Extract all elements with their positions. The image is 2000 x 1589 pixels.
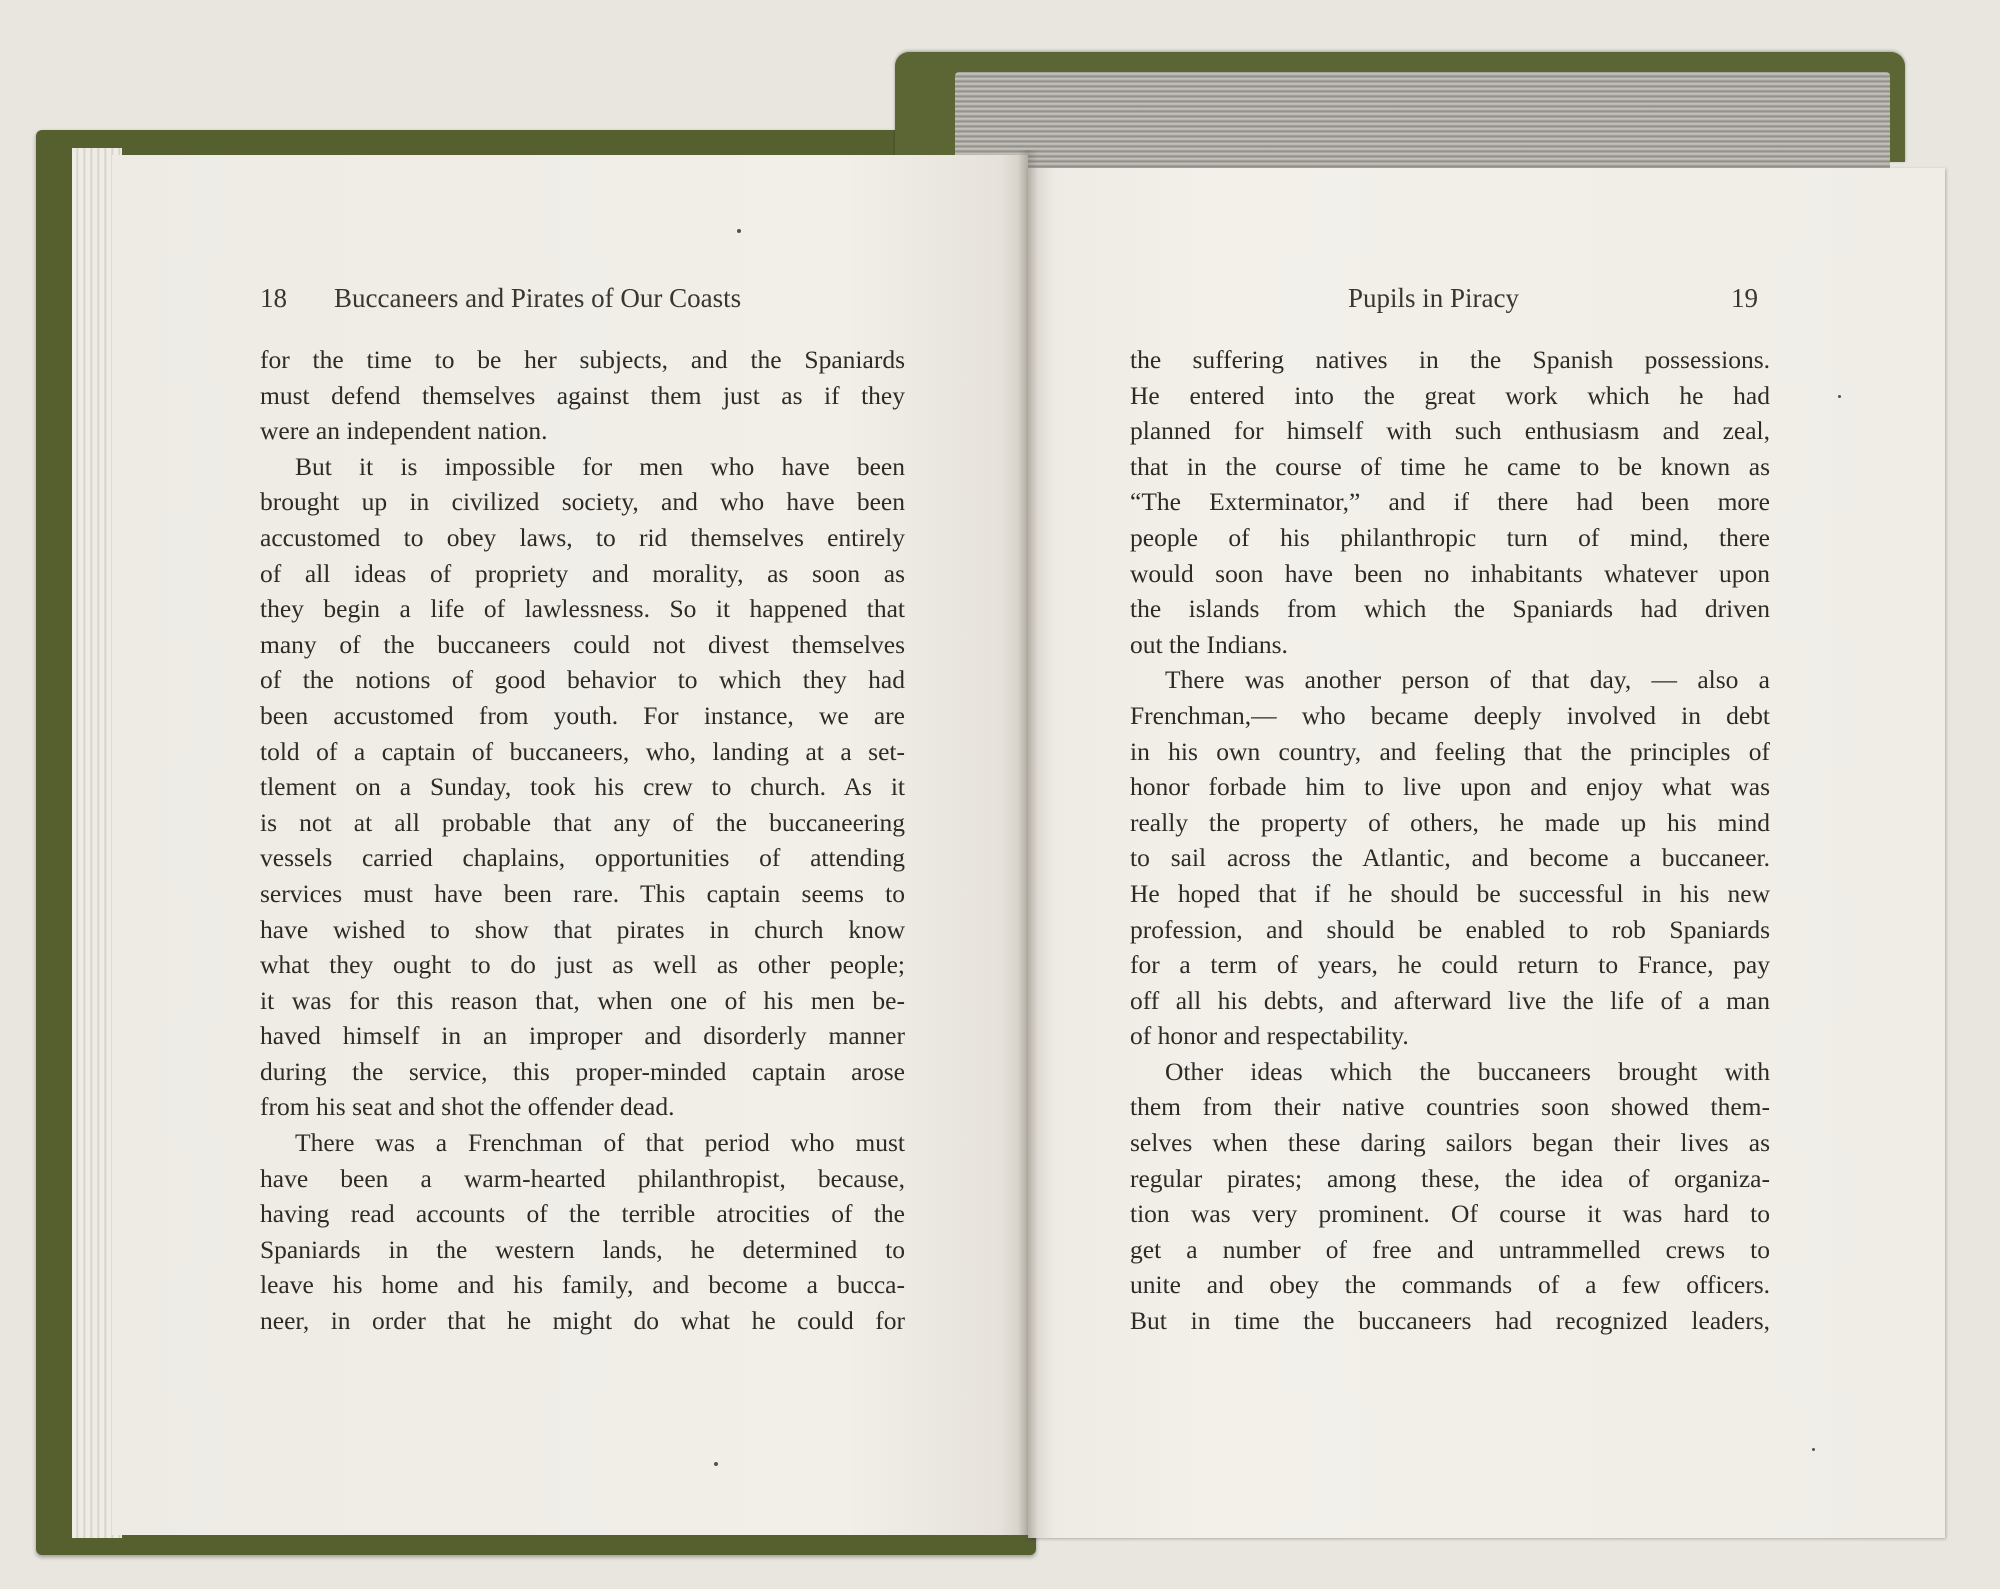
text-line: people of his philanthropic turn of mind, there bbox=[1130, 522, 1770, 552]
text-line: it was for this reason that, when one of his men be- bbox=[260, 985, 905, 1015]
text-line: of the notions of good behavior to which they had bbox=[260, 665, 905, 695]
text-line: But it is impossible for men who have been bbox=[295, 451, 905, 481]
right-running-title: Pupils in Piracy bbox=[1348, 283, 1520, 313]
text-line: them from their native countries soon showed them- bbox=[1130, 1092, 1770, 1122]
text-line: told of a captain of buccaneers, who, landing at a set- bbox=[260, 736, 905, 766]
page-block-top-edge bbox=[955, 72, 1890, 172]
text-line: tion was very prominent. Of course it was hard to bbox=[1130, 1199, 1770, 1229]
text-line: There was another person of that day, — also a bbox=[1165, 665, 1770, 695]
text-line: having read accounts of the terrible atrocities of the bbox=[260, 1199, 905, 1229]
text-line: leave his home and his family, and become a bucca- bbox=[260, 1270, 905, 1300]
text-line: were an independent nation. bbox=[260, 416, 548, 446]
text-line: have been a warm-hearted philanthropist, because, bbox=[260, 1163, 905, 1193]
text-line: been accustomed from youth. For instance, we are bbox=[260, 700, 905, 730]
text-line: But in time the buccaneers had recognized leaders, bbox=[1130, 1306, 1770, 1336]
right-page-number: 19 bbox=[1731, 283, 1758, 313]
text-line: brought up in civilized society, and who have been bbox=[260, 487, 905, 517]
text-line: of honor and respectability. bbox=[1130, 1021, 1409, 1051]
text-line: Other ideas which the buccaneers brought with bbox=[1165, 1056, 1770, 1086]
ink-speck bbox=[1812, 1448, 1815, 1451]
text-line: Frenchman,— who became deeply involved in debt bbox=[1130, 700, 1770, 730]
text-line: really the property of others, he made up his mind bbox=[1130, 807, 1770, 837]
book-gutter bbox=[1018, 150, 1038, 1542]
text-line: must defend themselves against them just as if they bbox=[260, 380, 905, 410]
text-line: to sail across the Atlantic, and become a buccaneer. bbox=[1130, 843, 1770, 873]
text-line: “The Exterminator,” and if there had been more bbox=[1130, 487, 1770, 517]
text-line: unite and obey the commands of a few officers. bbox=[1130, 1270, 1770, 1300]
text-line: have wished to show that pirates in church know bbox=[260, 914, 905, 944]
text-line: There was a Frenchman of that period who must bbox=[295, 1128, 905, 1158]
right-text-block bbox=[1130, 342, 1770, 1339]
text-line: the islands from which the Spaniards had driven bbox=[1130, 594, 1770, 624]
ink-speck bbox=[1838, 395, 1841, 398]
left-page-number: 18 bbox=[260, 283, 287, 313]
ink-speck bbox=[714, 1462, 718, 1466]
text-line: services must have been rare. This captain seems to bbox=[260, 878, 905, 908]
text-line: they begin a life of lawlessness. So it happened that bbox=[260, 594, 905, 624]
ink-speck bbox=[737, 229, 741, 233]
text-line: for the time to be her subjects, and the Spaniards bbox=[260, 345, 905, 374]
text-line: in his own country, and feeling that the principles of bbox=[1130, 736, 1770, 766]
text-line: would soon have been no inhabitants whatever upon bbox=[1130, 558, 1770, 588]
text-line: regular pirates; among these, the idea of organiza- bbox=[1130, 1163, 1770, 1193]
text-line: vessels carried chaplains, opportunities of attending bbox=[260, 843, 905, 873]
text-line: off all his debts, and afterward live the life of a man bbox=[1130, 985, 1770, 1015]
text-line: get a number of free and untrammelled crews to bbox=[1130, 1234, 1770, 1264]
text-line: planned for himself with such enthusiasm and zeal, bbox=[1130, 416, 1770, 446]
text-line: tlement on a Sunday, took his crew to church. As it bbox=[260, 772, 905, 802]
text-line: out the Indians. bbox=[1130, 629, 1288, 659]
left-text-block bbox=[260, 342, 905, 1339]
text-line: the suffering natives in the Spanish possessions. bbox=[1130, 345, 1770, 374]
text-line: He entered into the great work which he had bbox=[1130, 380, 1770, 410]
text-line: selves when these daring sailors began their lives as bbox=[1130, 1128, 1770, 1158]
text-line: is not at all probable that any of the buccaneering bbox=[260, 807, 905, 837]
text-line: for a term of years, he could return to France, pay bbox=[1130, 950, 1770, 980]
text-line: haved himself in an improper and disorderly manner bbox=[260, 1021, 905, 1051]
text-line: that in the course of time he came to be known as bbox=[1130, 451, 1770, 481]
text-line: profession, and should be enabled to rob Spaniards bbox=[1130, 914, 1770, 944]
text-line: neer, in order that he might do what he could for bbox=[260, 1306, 905, 1336]
text-line: from his seat and shot the offender dead. bbox=[260, 1092, 675, 1122]
left-running-title: Buccaneers and Pirates of Our Coasts bbox=[334, 283, 742, 313]
text-line: of all ideas of propriety and morality, as soon as bbox=[260, 558, 905, 588]
text-line: accustomed to obey laws, to rid themselves entirely bbox=[260, 522, 905, 552]
text-line: He hoped that if he should be successful in his new bbox=[1130, 878, 1770, 908]
text-line: during the service, this proper-minded captain arose bbox=[260, 1056, 905, 1086]
text-line: many of the buccaneers could not divest themselves bbox=[260, 629, 905, 659]
text-line: Spaniards in the western lands, he determined to bbox=[260, 1234, 905, 1264]
text-line: what they ought to do just as well as other people; bbox=[260, 950, 905, 980]
text-line: honor forbade him to live upon and enjoy what was bbox=[1130, 772, 1770, 802]
